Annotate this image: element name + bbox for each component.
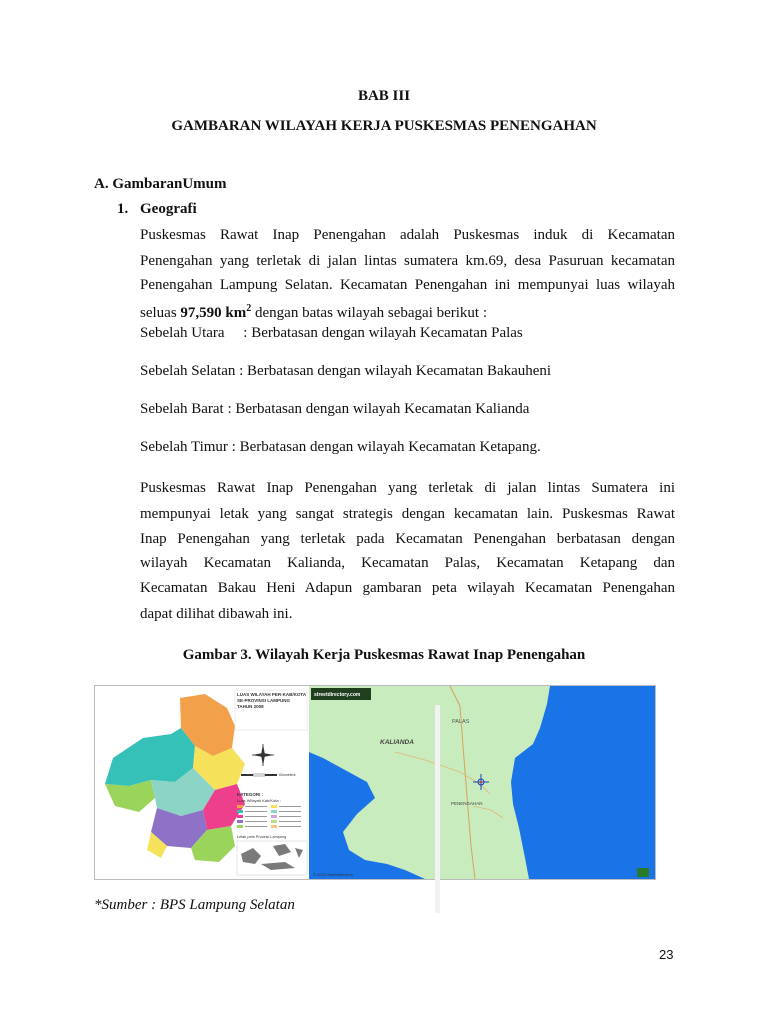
lampung-province-map (95, 686, 309, 879)
map-title-line-2: SE-PROVINSI LAMPUNG (237, 698, 291, 703)
section-heading: A. GambaranUmum (94, 176, 227, 192)
paragraph-2-line-1: Puskesmas Rawat Inap Penengahan yang terletak di jalan lintas Sumatera ini (140, 480, 675, 496)
paragraph-1-line-1: Puskesmas Rawat Inap Penengahan adalah Puskesmas induk di Kecamatan (140, 227, 675, 243)
area-prefix: seluas (140, 305, 181, 321)
chapter-title: GAMBARAN WILAYAH KERJA PUSKESMAS PENENGAHAN (171, 118, 597, 134)
boundary-south: Sebelah Selatan : Berbatasan dengan wilayah Kecamatan Bakauheni (140, 363, 552, 379)
paragraph-2-line-3: Inap Penengahan yang terletak pada Kecamatan Penengahan berbatasan dengan (140, 531, 675, 547)
subsection-title: Geografi (140, 201, 197, 217)
paragraph-1-line-3: Penengahan Lampung Selatan. Kecamatan Penengahan ini mempunyai luas wilayah (140, 277, 675, 293)
paragraph-2-line-6: dapat dilihat dibawah ini. (140, 606, 293, 622)
figure-source: *Sumber : BPS Lampung Selatan (94, 897, 295, 913)
paragraph-2-line-5: Kecamatan Bakau Heni Adapun gambaran peta wilayah Kecamatan Penengahan (140, 580, 675, 596)
map-title-line-1: LUAS WILAYAH PER-KAB/KOTA (237, 692, 307, 697)
kategori-label: KATEGORI : (237, 792, 264, 797)
map-badge-icon (637, 868, 649, 877)
subsection-number: 1. (117, 201, 129, 217)
label-kalianda: KALIANDA (380, 739, 414, 746)
figure-caption: Gambar 3. Wilayah Kerja Puskesmas Rawat Inap Penengahan (182, 647, 586, 663)
paragraph-2-line-4: wilayah Kecamatan Kalianda, Kecamatan Palas, Kecamatan Ketapang dan (140, 555, 675, 571)
area-suffix: dengan batas wilayah sebagai berikut : (251, 305, 488, 321)
paragraph-1-line-2: Penengahan yang terletak di jalan lintas sumatera km.69, desa Pasuruan kecamatan (140, 253, 675, 269)
area-value: 97,590 km (180, 305, 247, 321)
kategori-sub: Luas Wilayah Kab/Kota : (237, 798, 281, 803)
maps-svg (95, 686, 655, 879)
scale-label: Kilometers (279, 773, 296, 777)
page-number: 23 (659, 947, 674, 962)
label-palas: PALAS (452, 719, 470, 725)
chapter-label: BAB III (357, 88, 411, 104)
boundary-north: Sebelah Utara : Berbatasan dengan wilayah Kecamatan Palas (140, 325, 523, 341)
copyright: © 2010 Streetdirectory (313, 872, 354, 877)
area-superscript: 2 (246, 303, 252, 314)
figure-divider (435, 705, 440, 913)
boundary-east: Sebelah Timur : Berbatasan dengan wilayah Kecamatan Ketapang. (140, 439, 541, 455)
map-title-line-3: TAHUN 2008 (237, 704, 264, 709)
paragraph-2-line-2: mempunyai letak yang sangat strategis dengan kecamatan lain. Puskesmas Rawat (140, 506, 675, 522)
penengahan-area-map (309, 686, 655, 879)
label-penengahan: PENENGAHAN (451, 801, 483, 806)
boundary-west: Sebelah Barat : Berbatasan dengan wilayah Kecamatan Kalianda (140, 401, 530, 417)
brand-logo-text: streetdirectory.com (314, 692, 361, 698)
figure-maps (94, 685, 656, 880)
inset-label: Letak peta Provinsi Lampung (237, 835, 287, 839)
